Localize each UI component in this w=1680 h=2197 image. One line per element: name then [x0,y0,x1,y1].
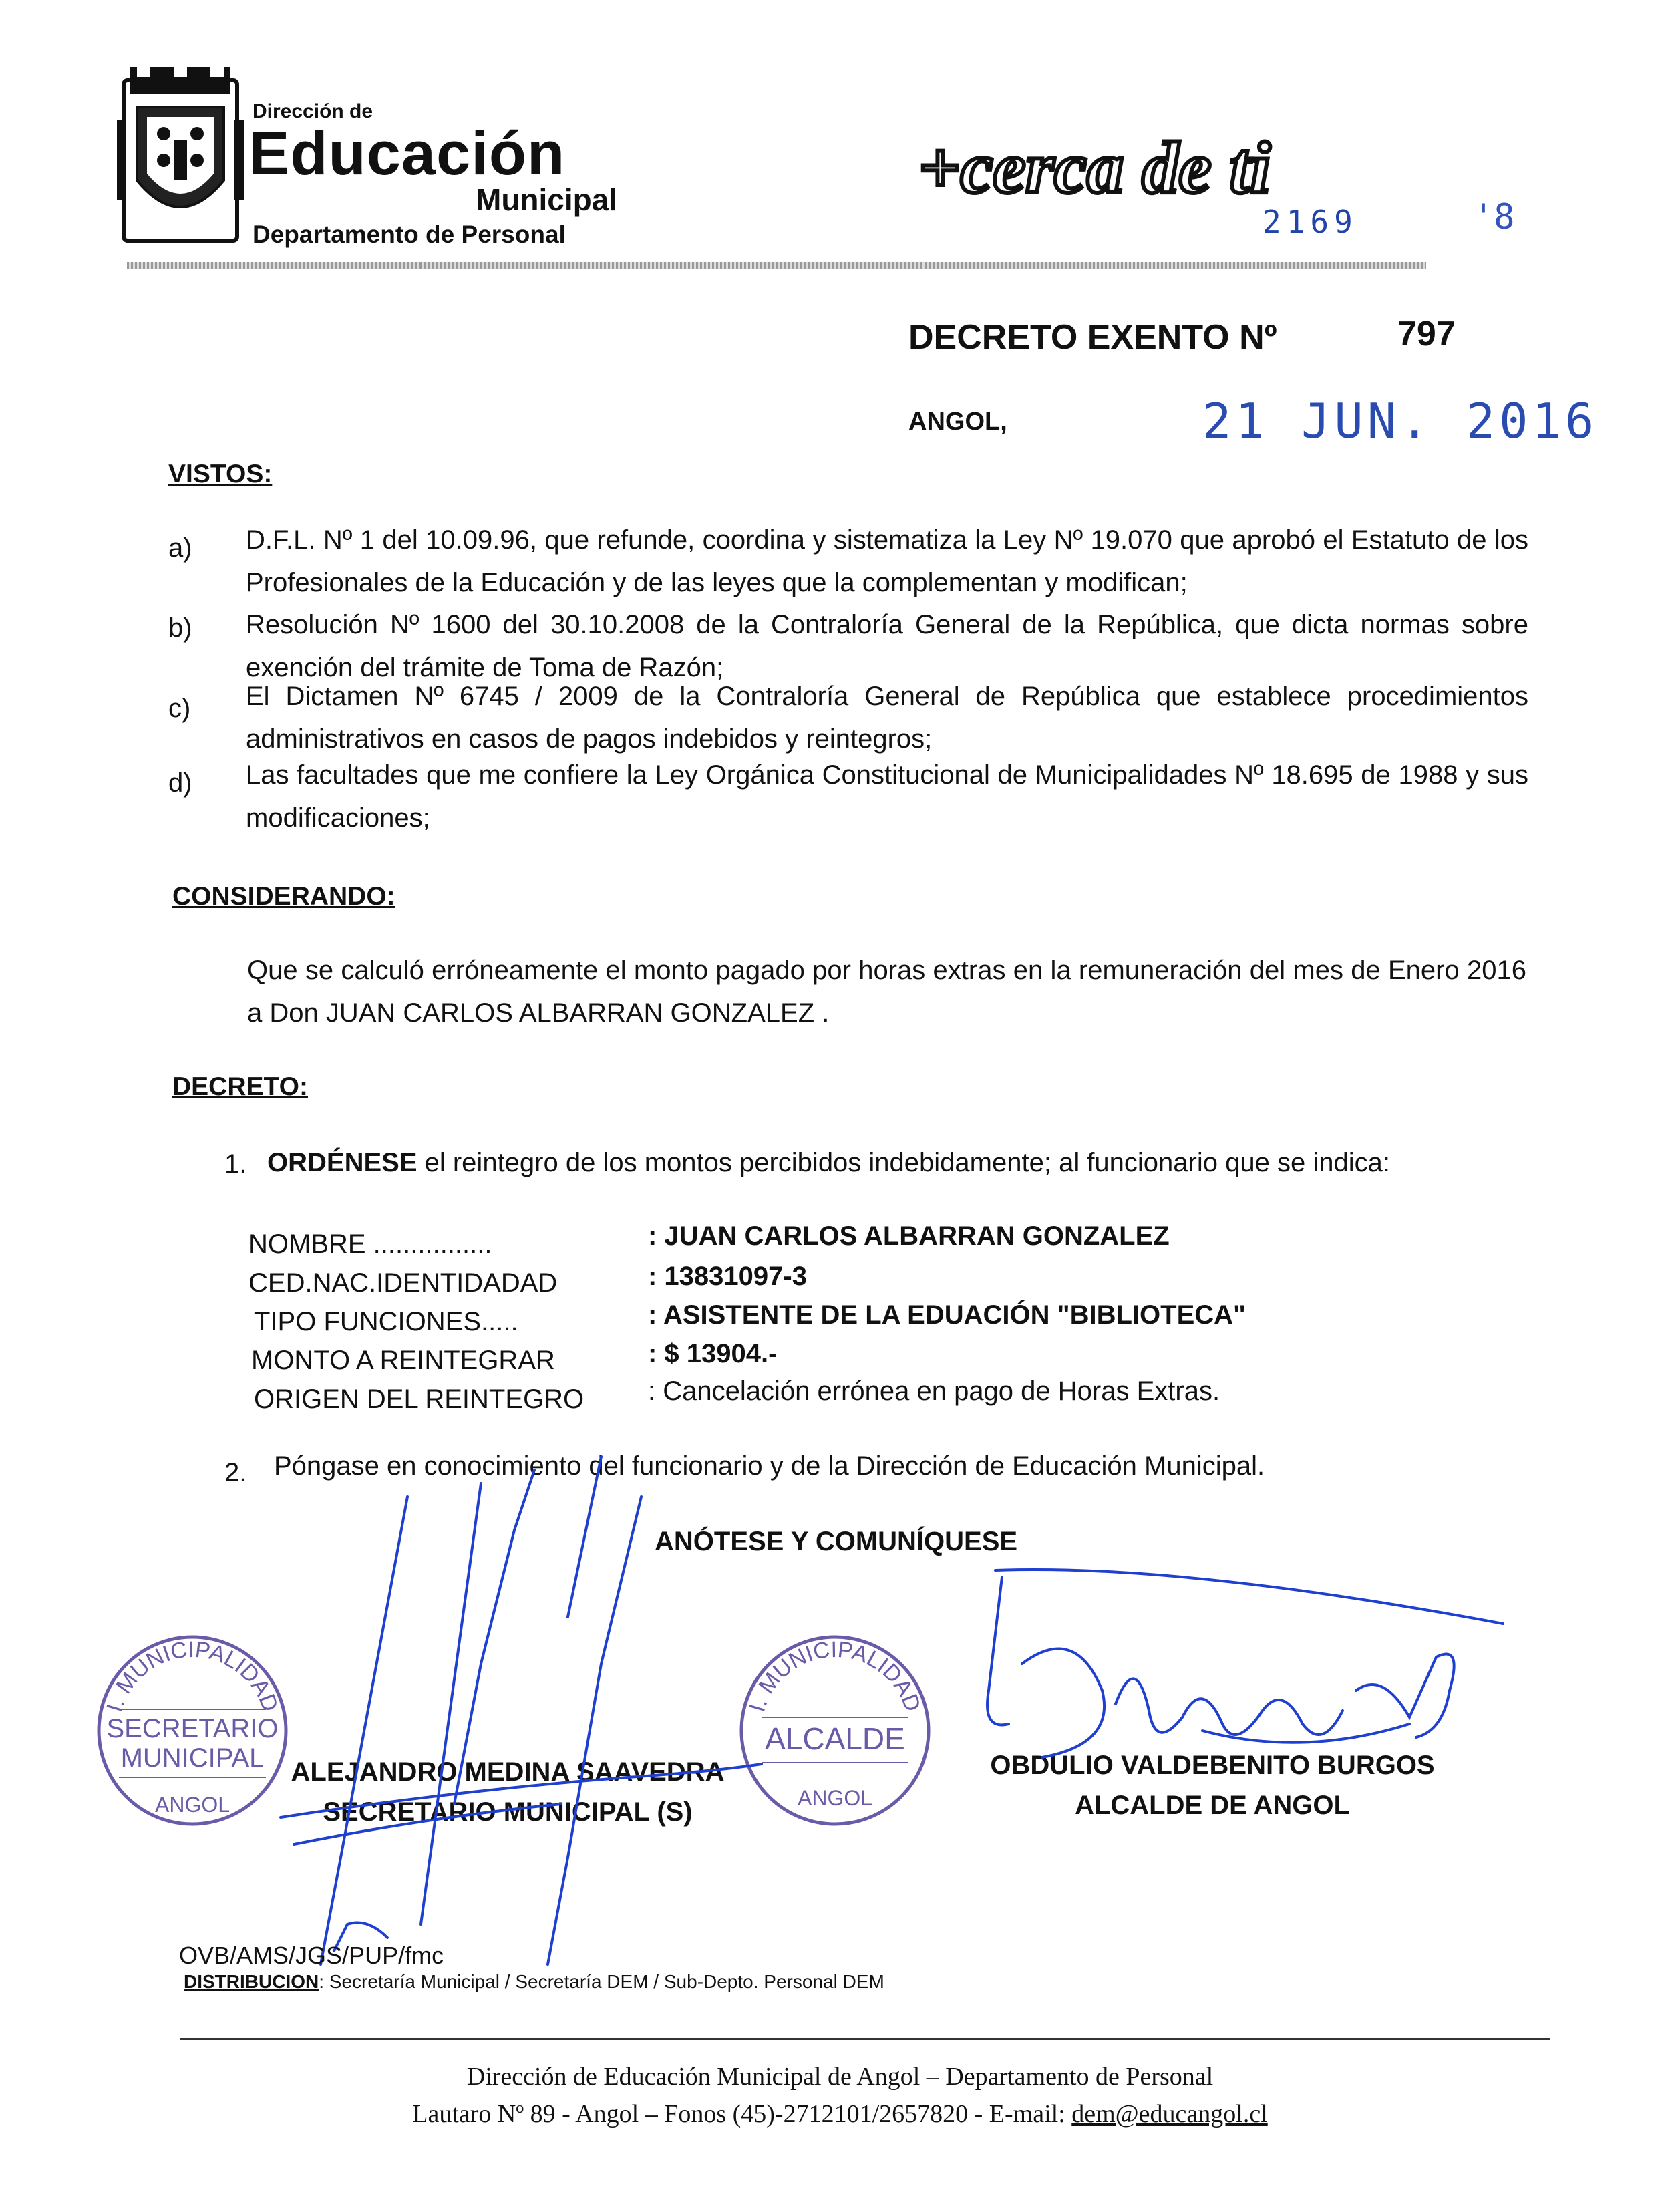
field-label-nombre: NOMBRE ................ [248,1229,492,1259]
date-stamp: 21 JUN. 2016 [1202,393,1599,449]
field-label-cedula: CED.NAC.IDENTIDADAD [248,1268,558,1298]
decreto-item-1-number: 1. [224,1149,247,1179]
secretary-name: ALEJANDRO MEDINA SAAVEDRA [291,1757,725,1787]
seal-left-middle1: SECRETARIO [106,1714,279,1743]
slogan-text: +cerca de ti [918,127,1271,208]
vistos-letter-c: c) [168,694,191,723]
decreto-heading: DECRETO: [172,1072,308,1101]
mayor-signature [982,1557,1516,1797]
header-divider [127,262,1426,269]
decreto-item-2: Póngase en conocimiento del funcionario y de la Dirección de Educación Municipal. [274,1451,1265,1481]
field-label-monto: MONTO A REINTEGRAR [251,1346,555,1375]
footer-divider [180,2038,1550,2040]
field-label-origen: ORIGEN DEL REINTEGRO [254,1384,584,1414]
header-direccion-de: Dirección de [253,100,373,122]
field-label-tipo-funciones: TIPO FUNCIONES..... [254,1307,518,1336]
mayor-title: ALCALDE DE ANGOL [1075,1791,1350,1820]
municipal-crest-logo [117,67,244,247]
footer-line-2 [0,2099,1680,2129]
vistos-item-d: Las facultades que me confiere la Ley Orgánica Constitucional de Municipalidades Nº 18.695 de 1988 y sus modificaciones; [246,760,1528,833]
footer-address: Lautaro Nº 89 - Angol – Fonos (45)-2712101/2657820 - E-mail: [412,2100,1072,2128]
vistos-letter-d: d) [168,768,192,798]
distribution-label: DISTRIBUCION [184,1971,319,1992]
anotese-comuniquese: ANÓTESE Y COMUNÍQUESE [655,1527,1018,1556]
seal-left-middle2: MUNICIPAL [120,1743,265,1773]
distribution-line [184,1971,884,1993]
decreto-number: 797 [1397,315,1456,353]
field-value-tipo-funciones: : ASISTENTE DE LA EDUACIÓN "BIBLIOTECA" [648,1300,1246,1330]
footer-line-1: Dirección de Educación Municipal de Angol – Departamento de Personal [466,2063,1214,2091]
header-municipal: Municipal [476,182,618,217]
registry-stamp-number: 2169 [1263,204,1358,240]
mayor-name: OBDULIO VALDEBENITO BURGOS [990,1751,1435,1780]
considerando-heading: CONSIDERANDO: [172,882,395,911]
decreto-item-1 [267,1141,1390,1184]
vistos-heading: VISTOS: [168,460,273,488]
considerando-text: Que se calculó erróneamente el monto pagado por horas extras en la remuneración del mes de Enero 2016 a Don JUAN CARLOS ALBARRAN GONZALEZ . [247,956,1526,1028]
decreto-title: DECRETO EXENTO Nº [908,318,1277,357]
seal-right-bottom: ANGOL [797,1786,873,1810]
seal-left-top: I. MUNICIPALIDAD [102,1636,283,1715]
vistos-item-b: Resolución Nº 1600 del 30.10.2008 de la Contraloría General de la República, que dicta normas sobre exención del trámite de Toma de Razón; [246,610,1528,682]
decreto-item-1-bold: ORDÉNESE [267,1148,417,1177]
footer-email-link[interactable]: dem@educangol.cl [1071,2100,1268,2128]
header-departamento: Departamento de Personal [253,221,566,248]
registry-stamp-mark: '8 [1473,197,1515,237]
decreto-item-1-text: el reintegro de los montos percibidos indebidamente; al funcionario que se indica: [417,1148,1390,1177]
slogan-logo [912,112,1313,226]
seal-right-middle: ALCALDE [765,1721,905,1756]
decreto-item-2-number: 2. [224,1458,247,1487]
distribution-text: : Secretaría Municipal / Secretaría DEM / Sub-Depto. Personal DEM [319,1971,884,1992]
secretary-signature [254,1443,855,1991]
field-value-nombre: : JUAN CARLOS ALBARRAN GONZALEZ [648,1221,1170,1251]
header-educacion: Educación [248,120,566,188]
secretary-title: SECRETARIO MUNICIPAL (S) [323,1797,693,1827]
field-value-origen: : Cancelación errónea en pago de Horas Extras. [648,1376,1220,1406]
vistos-item-c: El Dictamen Nº 6745 / 2009 de la Contraloría General de República que establece procedimientos administrativos en casos de pagos indebidos y reintegros; [246,682,1528,754]
vistos-letter-a: a) [168,533,192,563]
field-value-cedula: : 13831097-3 [648,1262,807,1291]
vistos-letter-b: b) [168,613,192,643]
seal-left-bottom: ANGOL [154,1793,230,1817]
decreto-place: ANGOL, [908,408,1007,436]
vistos-item-a: D.F.L. Nº 1 del 10.09.96, que refunde, coordina y sistematiza la Ley Nº 19.070 que aprobó el Estatuto de los Profesionales de la Educación y de las leyes que la complementan y modifican; [246,525,1528,597]
initials: OVB/AMS/JGS/PUP/fmc [179,1942,444,1969]
seal-right-top: I. MUNICIPALIDAD [744,1636,926,1715]
field-value-monto: : $ 13904.- [648,1339,778,1368]
